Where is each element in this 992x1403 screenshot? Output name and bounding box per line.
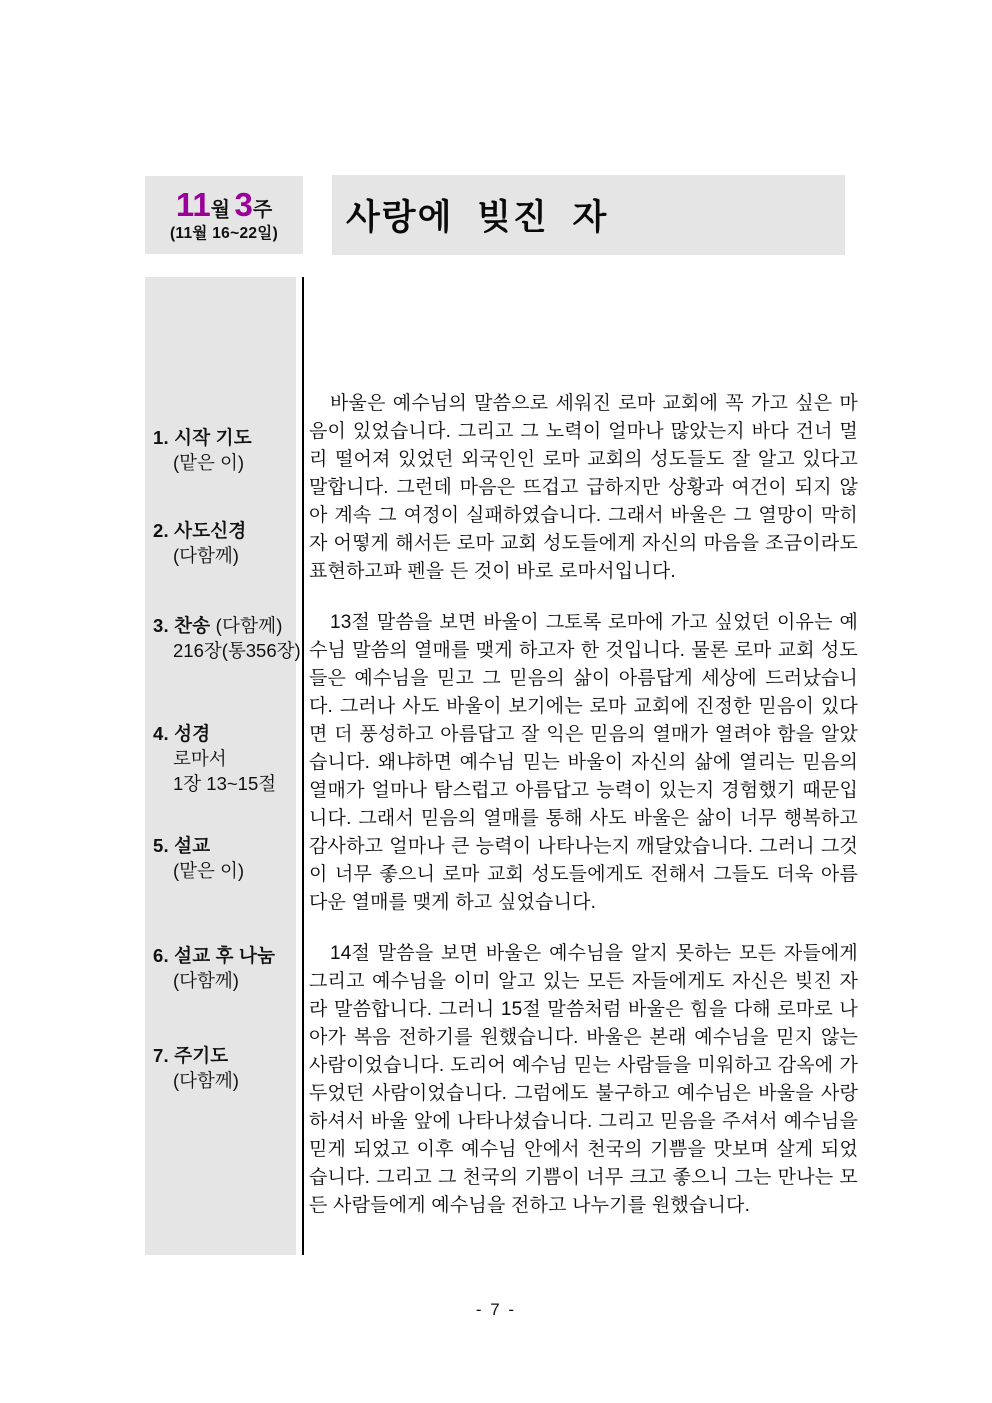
page-number: - 7 -	[475, 1300, 517, 1319]
vertical-divider-rule	[302, 277, 304, 1255]
sermon-paragraph: 14절 말씀을 보면 바울은 예수님을 알지 못하는 모든 자들에게 그리고 예수님을 이미 알고 있는 모든 자들에게도 자신은 빚진 자라 말씀합니다. 그러니 15절 말씀처럼 바울은 힘을 다해 로마로 나아가 복음 전하기를 원했습니다. 바울은 본래 예수님을 믿지 않는 사람이었습니다. 도리어 예수님 믿는 사람들을 미워하고 감옥에 가두었던 사람이었습니다. 그럼에도 불구하고 예수님은 바울을 사랑하셔서 바울 앞에 나타나셨습니다. 그리고 믿음을 주셔서 예수님을 믿게 되었고 이후 예수님 안에서 천국의 기쁨을 맛보며 살게 되었습니다. 그리고 그 천국의 기쁨이 너무 크고 좋으니 그는 만나는 모든 사람들에게 예수님을 전하고 나누기를 원했습니다.	[309, 943, 858, 1216]
order-item-subline: (맡은 이)	[173, 860, 245, 881]
order-item-lords-prayer	[153, 1043, 296, 1093]
order-item-subline: (다함께)	[173, 545, 239, 566]
page-title: 사랑에 빚진 자	[346, 198, 609, 237]
order-item-title: 4. 성경	[153, 723, 211, 744]
week-month-number: 11	[175, 186, 211, 224]
worship-order-panel	[145, 277, 301, 1255]
order-item-label	[153, 613, 296, 638]
order-item-hymn	[153, 613, 301, 663]
order-item-subline: 216장(통356장)	[173, 640, 301, 661]
order-item-label	[153, 833, 296, 858]
sermon-paragraph: 바울은 예수님의 말씀으로 세워진 로마 교회에 꼭 가고 싶은 마음이 있었습니다. 그리고 그 노력이 얼마나 많았는지 바다 건너 멀리 떨어져 있었던 외국인인 로마 교회의 성도들도 잘 알고 있다고 말합니다. 그런데 마음은 뜨겁고 급하지만 상황과 여건이 되지 않아 계속 그 여정이 실패하였습니다. 그래서 바울은 그 열망이 막히자 어떻게 해서든 로마 교회 성도들에게 자신의 마음을 조금이라도 표현하고파 펜을 든 것이 바로 로마서입니다.	[309, 393, 858, 582]
title-banner	[332, 175, 845, 255]
order-item-subline: 로마서	[173, 748, 227, 769]
order-item-sermon	[153, 833, 296, 883]
order-item-label	[153, 1043, 296, 1068]
order-item-label	[153, 518, 296, 543]
order-item-title: 6. 설교 후 나눔	[153, 945, 276, 966]
order-item-apostles-creed	[153, 518, 296, 568]
order-item-sharing-after-sermon	[153, 943, 296, 993]
sermon-paragraph: 13절 말씀을 보면 바울이 그토록 로마에 가고 싶었던 이유는 예수님 말씀의 열매를 맺게 하고자 한 것입니다. 물론 로마 교회 성도들은 예수님을 믿고 그 믿음의 삶이 아름답게 세상에 드러났습니다. 그러나 사도 바울이 보기에는 로마 교회에 진정한 믿음이 있다면 더 풍성하고 아름답고 잘 익은 믿음의 열매가 열려야 함을 알았습니다. 왜냐하면 예수님 믿는 바울이 자신의 삶에 열리는 믿음의 열매가 얼마나 탐스럽고 아름답고 능력이 있는지 경험했기 때문입니다. 그래서 믿음의 열매를 통해 사도 바울은 삶이 너무 행복하고 감사하고 얼마나 큰 능력이 나타나는지 깨달았습니다. 그러니 그것이 너무 좋으니 로마 교회 성도들에게도 전해서 그들도 더욱 아름다운 열매를 맺게 하고 싶었습니다.	[309, 612, 858, 913]
order-item-subline: (다함께)	[173, 970, 239, 991]
order-item-label	[153, 721, 296, 746]
week-month-unit: 월	[210, 199, 231, 222]
week-unit: 주	[252, 199, 273, 222]
order-item-title: 7. 주기도	[153, 1045, 229, 1066]
week-number: 3	[234, 186, 253, 224]
order-item-label	[153, 425, 296, 450]
order-item-title: 3. 찬송	[153, 615, 211, 636]
order-item-title: 1. 시작 기도	[153, 427, 252, 448]
order-item-opening-prayer	[153, 425, 296, 475]
order-item-scripture	[153, 721, 296, 796]
week-badge	[145, 176, 303, 254]
order-item-subline: 1장 13~15절	[173, 773, 277, 794]
sermon-text-column	[309, 390, 858, 1243]
order-item-title: 2. 사도신경	[153, 520, 247, 541]
order-item-inline-note: (다함께)	[210, 615, 283, 636]
order-item-title: 5. 설교	[153, 835, 211, 856]
order-item-subline: (다함께)	[173, 1070, 239, 1091]
order-item-label	[153, 943, 296, 968]
week-label	[176, 188, 272, 223]
week-date-range: (11월 16~22일)	[169, 224, 279, 242]
order-item-subline: (맡은 이)	[173, 452, 245, 473]
